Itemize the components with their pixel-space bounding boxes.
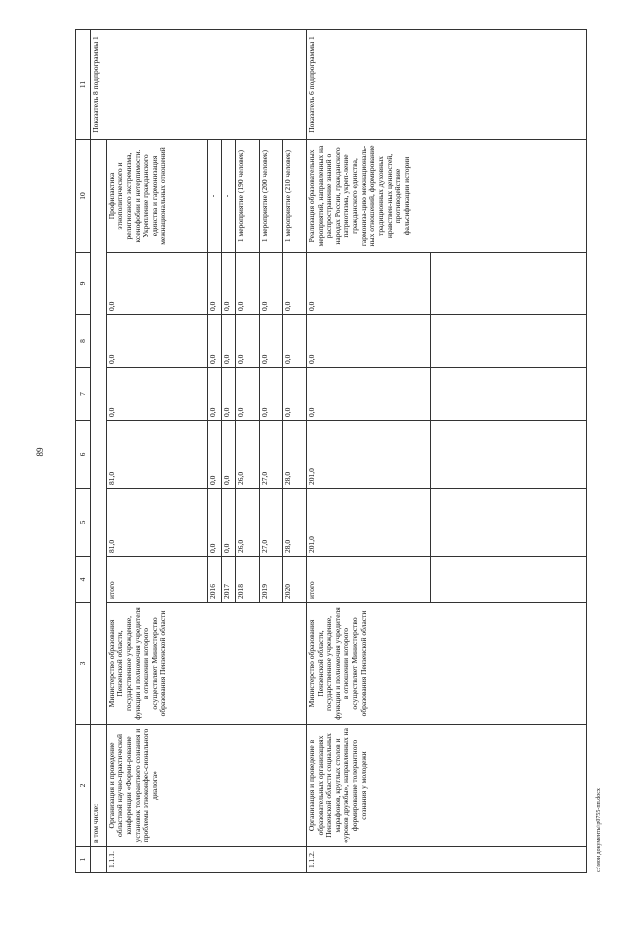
rotated-table-frame bbox=[75, 32, 587, 873]
row-number-111: 1.1.1. bbox=[106, 847, 306, 873]
empty-cell bbox=[430, 368, 586, 421]
indicator-112: Реализация образовательных мероприятий, направленных на распространение знаний о народах России, гражданского патриотизма, укреп-ление гражданского единства, гармониза-цию межнациональ-ных отношений, формирование традиционных духовных нравствен-ных ценностей, противодействие фальсификации истории bbox=[306, 140, 586, 253]
value-cell: 27,0 bbox=[259, 421, 283, 489]
subheader-empty-cell bbox=[91, 140, 106, 725]
year-cell: 2018 bbox=[236, 557, 260, 603]
value-cell: 0,0 bbox=[207, 489, 221, 557]
footer-file-path: c:\мои документы\p0755-пп.docx bbox=[596, 788, 602, 872]
page-number: 89 bbox=[35, 447, 45, 457]
empty-cell bbox=[430, 253, 586, 315]
executor-111: Министерство образования Пензенской области, государственное учреждение, функции и полномочия учредителя в отношении которого осуществляет Министерство образования Пензенской области bbox=[106, 603, 306, 725]
program-activities-table bbox=[75, 29, 587, 873]
year-cell: 2020 bbox=[283, 557, 307, 603]
result-cell: 1 мероприятие (190 человек) bbox=[236, 140, 260, 253]
col-num-7: 7 bbox=[76, 368, 91, 421]
column-numbers-row bbox=[76, 30, 91, 873]
result-cell: 1 мероприятие (210 человек) bbox=[283, 140, 307, 253]
subheader-label: в том числе: bbox=[91, 725, 106, 847]
value-cell: 0,0 bbox=[283, 253, 307, 315]
col-num-8: 8 bbox=[76, 315, 91, 368]
total-111-c5: 81,0 bbox=[106, 489, 207, 557]
value-cell: 0,0 bbox=[259, 368, 283, 421]
total-112-c6: 201,0 bbox=[306, 421, 430, 489]
total-111-c6: 81,0 bbox=[106, 421, 207, 489]
activity-name-112: Организация и проведение в образовательных организациях Пензенской области социальных марафонов, круглых столов и «уроков дружбы», направленных на формирование толерантного сознания у молодежи bbox=[306, 725, 586, 847]
total-111-c7: 0,0 bbox=[106, 368, 207, 421]
total-111-c8: 0,0 bbox=[106, 315, 207, 368]
target-111: Показатель 8 подпрограммы 1 bbox=[91, 30, 307, 140]
total-112-c5: 201,0 bbox=[306, 489, 430, 557]
col-num-1: 1 bbox=[76, 847, 91, 873]
subheader-row bbox=[91, 30, 106, 873]
indicator-111: Профилактика этнополитического и религиозного экстремизма, ксенофобии и нетерпимости. Укрепление гражданского единства и гармонизация межнациональных отношений bbox=[106, 140, 207, 253]
table-row-111-total bbox=[106, 30, 207, 873]
col-num-9: 9 bbox=[76, 253, 91, 315]
total-112-c9: 0,0 bbox=[306, 253, 430, 315]
empty-cell bbox=[430, 315, 586, 368]
subheader-num-cell bbox=[91, 847, 106, 873]
value-cell: 0,0 bbox=[222, 315, 236, 368]
col-num-2: 2 bbox=[76, 725, 91, 847]
value-cell: 0,0 bbox=[222, 253, 236, 315]
value-cell: 27,0 bbox=[259, 489, 283, 557]
value-cell: 0,0 bbox=[283, 315, 307, 368]
row-number-112: 1.1.2. bbox=[306, 847, 586, 873]
year-cell: 2016 bbox=[207, 557, 221, 603]
value-cell: 26,0 bbox=[236, 489, 260, 557]
year-cell: 2019 bbox=[259, 557, 283, 603]
value-cell: 0,0 bbox=[259, 253, 283, 315]
value-cell: 0,0 bbox=[207, 368, 221, 421]
empty-cell bbox=[430, 557, 586, 603]
empty-cell bbox=[430, 421, 586, 489]
value-cell: 0,0 bbox=[259, 315, 283, 368]
result-cell: 1 мероприятие (200 человек) bbox=[259, 140, 283, 253]
activity-name-111: Организация и проведение областной научно-практической конференции «Форми-рование установок толерантного сознания и проблемы этноконфес-сионального диалога» bbox=[106, 725, 306, 847]
value-cell: 28,0 bbox=[283, 489, 307, 557]
value-cell: 0,0 bbox=[236, 315, 260, 368]
table-row-112-total bbox=[306, 30, 430, 873]
col-num-3: 3 bbox=[76, 603, 91, 725]
value-cell: 0,0 bbox=[283, 368, 307, 421]
value-cell: 28,0 bbox=[283, 421, 307, 489]
table-container bbox=[75, 32, 587, 873]
col-num-4: 4 bbox=[76, 557, 91, 603]
value-cell: 26,0 bbox=[236, 421, 260, 489]
empty-cell bbox=[430, 489, 586, 557]
value-cell: 0,0 bbox=[207, 253, 221, 315]
value-cell: 0,0 bbox=[222, 368, 236, 421]
col-num-10: 10 bbox=[76, 140, 91, 253]
executor-112: Министерство образования Пензенской области, государственное учреждение, функции и полномочия учредителя в отношении которого осуществляет Министерство образования Пензенской области bbox=[306, 603, 586, 725]
target-112: Показатель 6 подпрограммы 1 bbox=[306, 30, 586, 140]
col-num-5: 5 bbox=[76, 489, 91, 557]
value-cell: 0,0 bbox=[207, 315, 221, 368]
year-cell: 2017 bbox=[222, 557, 236, 603]
total-112-c8: 0,0 bbox=[306, 315, 430, 368]
total-label-111: итого bbox=[106, 557, 207, 603]
total-111-c9: 0,0 bbox=[106, 253, 207, 315]
result-cell: - bbox=[207, 140, 221, 253]
result-cell: - bbox=[222, 140, 236, 253]
value-cell: 0,0 bbox=[236, 253, 260, 315]
value-cell: 0,0 bbox=[236, 368, 260, 421]
value-cell: 0,0 bbox=[222, 421, 236, 489]
value-cell: 0,0 bbox=[222, 489, 236, 557]
col-num-11: 11 bbox=[76, 30, 91, 140]
col-num-6: 6 bbox=[76, 421, 91, 489]
value-cell: 0,0 bbox=[207, 421, 221, 489]
total-label-112: итого bbox=[306, 557, 430, 603]
total-112-c7: 0,0 bbox=[306, 368, 430, 421]
